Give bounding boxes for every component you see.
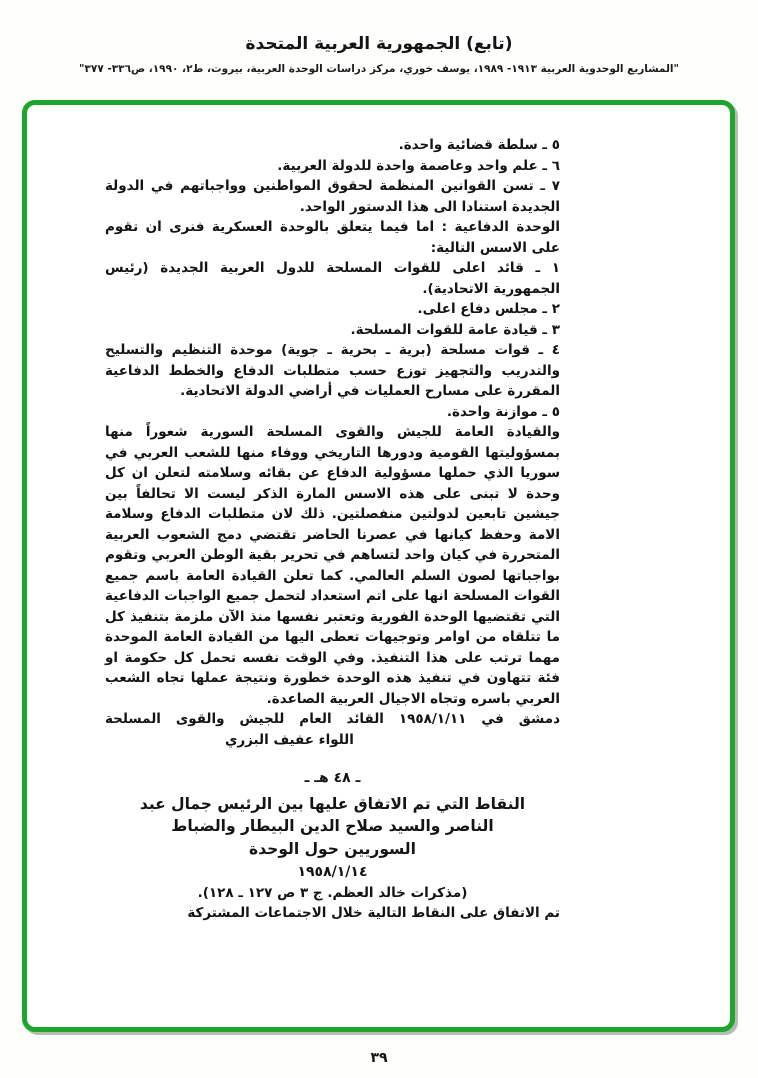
- defense-unity-lead: الوحدة الدفاعية: [454, 219, 561, 235]
- list-item: ٥ ـ موازنة واحدة.: [446, 403, 560, 420]
- section-title: النقاط التي تم الاتفاق عليها بين الرئيس جمال عبد الناصر والسيد صلاح الدين البيطار والضباط السوريين حول الوحدة: [139, 794, 526, 858]
- defense-unity-text: : اما فيما يتعلق بالوحدة العسكرية فنرى ان تقوم على الاسس التالية:: [105, 219, 560, 256]
- page-header: [0, 34, 758, 75]
- list-item: ٢ ـ مجلس دفاع اعلى.: [417, 301, 560, 317]
- declaration-paragraph: والقيادة العامة للجيش والقوى المسلحة السورية شعوراً منها بمسؤوليتها القومية ودورها التاريخي ووفاء منها للشعب العربي في سوريا الذي حملها مسؤولية الدفاع عن بقائه وسلامته لتعلن ان كل وحدة لا تبنى على هذه الاسس المارة الذكر ليست الا تحالفاً بين جيشين تابعين لدولتين منفصلتين. ذلك لان متطلبات الدفاع وسلامة الامة وحفظ كيانها في عصرنا الحاضر تقتضي دمج الشعوب العربية المتحررة في كيان واحد لتساهم في تحرير بقية الوطن العربي وتقوم بواجباتها لصون السلم العالمي. كما تعلن القيادة العامة باسم جميع القوات المسلحة انها على اتم استعداد لتحمل جميع الواجبات الدفاعية التي تقتضيها الوحدة الفورية وتعتبر نفسها منذ الآن ملزمة بتنفيذ كل ما تتلقاه من اوامر وتوجيهات تعطى اليها من القيادة العامة الموحدة مهما ترتب على هذا التنفيذ. وفي الوقت نفسه تحمل كل حكومة او فئة تتهاون في تنفيذ هذه الوحدة خطورة ونتيجة عملها تجاه الشعب العربي باسره وتجاه الاجيال العربية الصاعدة.: [105, 424, 560, 707]
- source-citation: "المشاريع الوحدوية العربية ١٩١٣- ١٩٨٩، يوسف خوري، مركز دراسات الوحدة العربية، بيروت، ط٢، ١٩٩٠، ص٣٣٦- ٣٧٧": [79, 63, 679, 75]
- content-frame: [22, 100, 735, 1032]
- source-note: (مذكرات خالد العظم. ج ٣ ص ١٢٧ ـ ١٢٨).: [197, 884, 468, 901]
- list-item: ١ ـ قائد اعلى للقوات المسلحة للدول العربية الجديدة (رئيس الجمهورية الاتحادية).: [105, 260, 560, 297]
- list-item: ٣ ـ قيادة عامة للقوات المسلحة.: [350, 321, 560, 338]
- list-item: ٧ ـ تسن القوانين المنظمة لحقوق المواطنين وواجباتهم في الدولة الجديدة استنادا الى هذا الدستور الواحد.: [105, 178, 560, 215]
- text-column: [27, 105, 730, 1027]
- list-item: ٦ ـ علم واحد وعاصمة واحدة للدولة العربية.: [277, 157, 560, 174]
- defense-unity-paragraph: [105, 217, 560, 258]
- signature: اللواء عفيف البزري: [225, 731, 354, 748]
- list-item: ٥ ـ سلطة قضائية واحدة.: [398, 137, 560, 153]
- page-number: ٣٩: [370, 1050, 388, 1066]
- page-title: (تابع) الجمهورية العربية المتحدة: [245, 34, 513, 54]
- section-number: ـ ٤٨ هـ ـ: [304, 770, 361, 786]
- dateline: دمشق في ١٩٥٨/١/١١ القائد العام للجيش والقوى المسلحة: [105, 711, 561, 727]
- section-date: ١٩٥٨/١/١٤: [297, 864, 368, 880]
- list-item: ٤ ـ قوات مسلحة (برية ـ بحرية ـ جوية) موحدة التنظيم والتسليح والتدريب والتجهيز توزع حسب متطلبات الدفاع والخطط الدفاعية المقررة على مسارح العمليات في أراضي الدولة الاتحادية.: [105, 342, 560, 399]
- section-heading: [105, 768, 560, 883]
- opening-line: تم الاتفاق على النقاط التالية خلال الاجتماعات المشتركة: [187, 905, 560, 921]
